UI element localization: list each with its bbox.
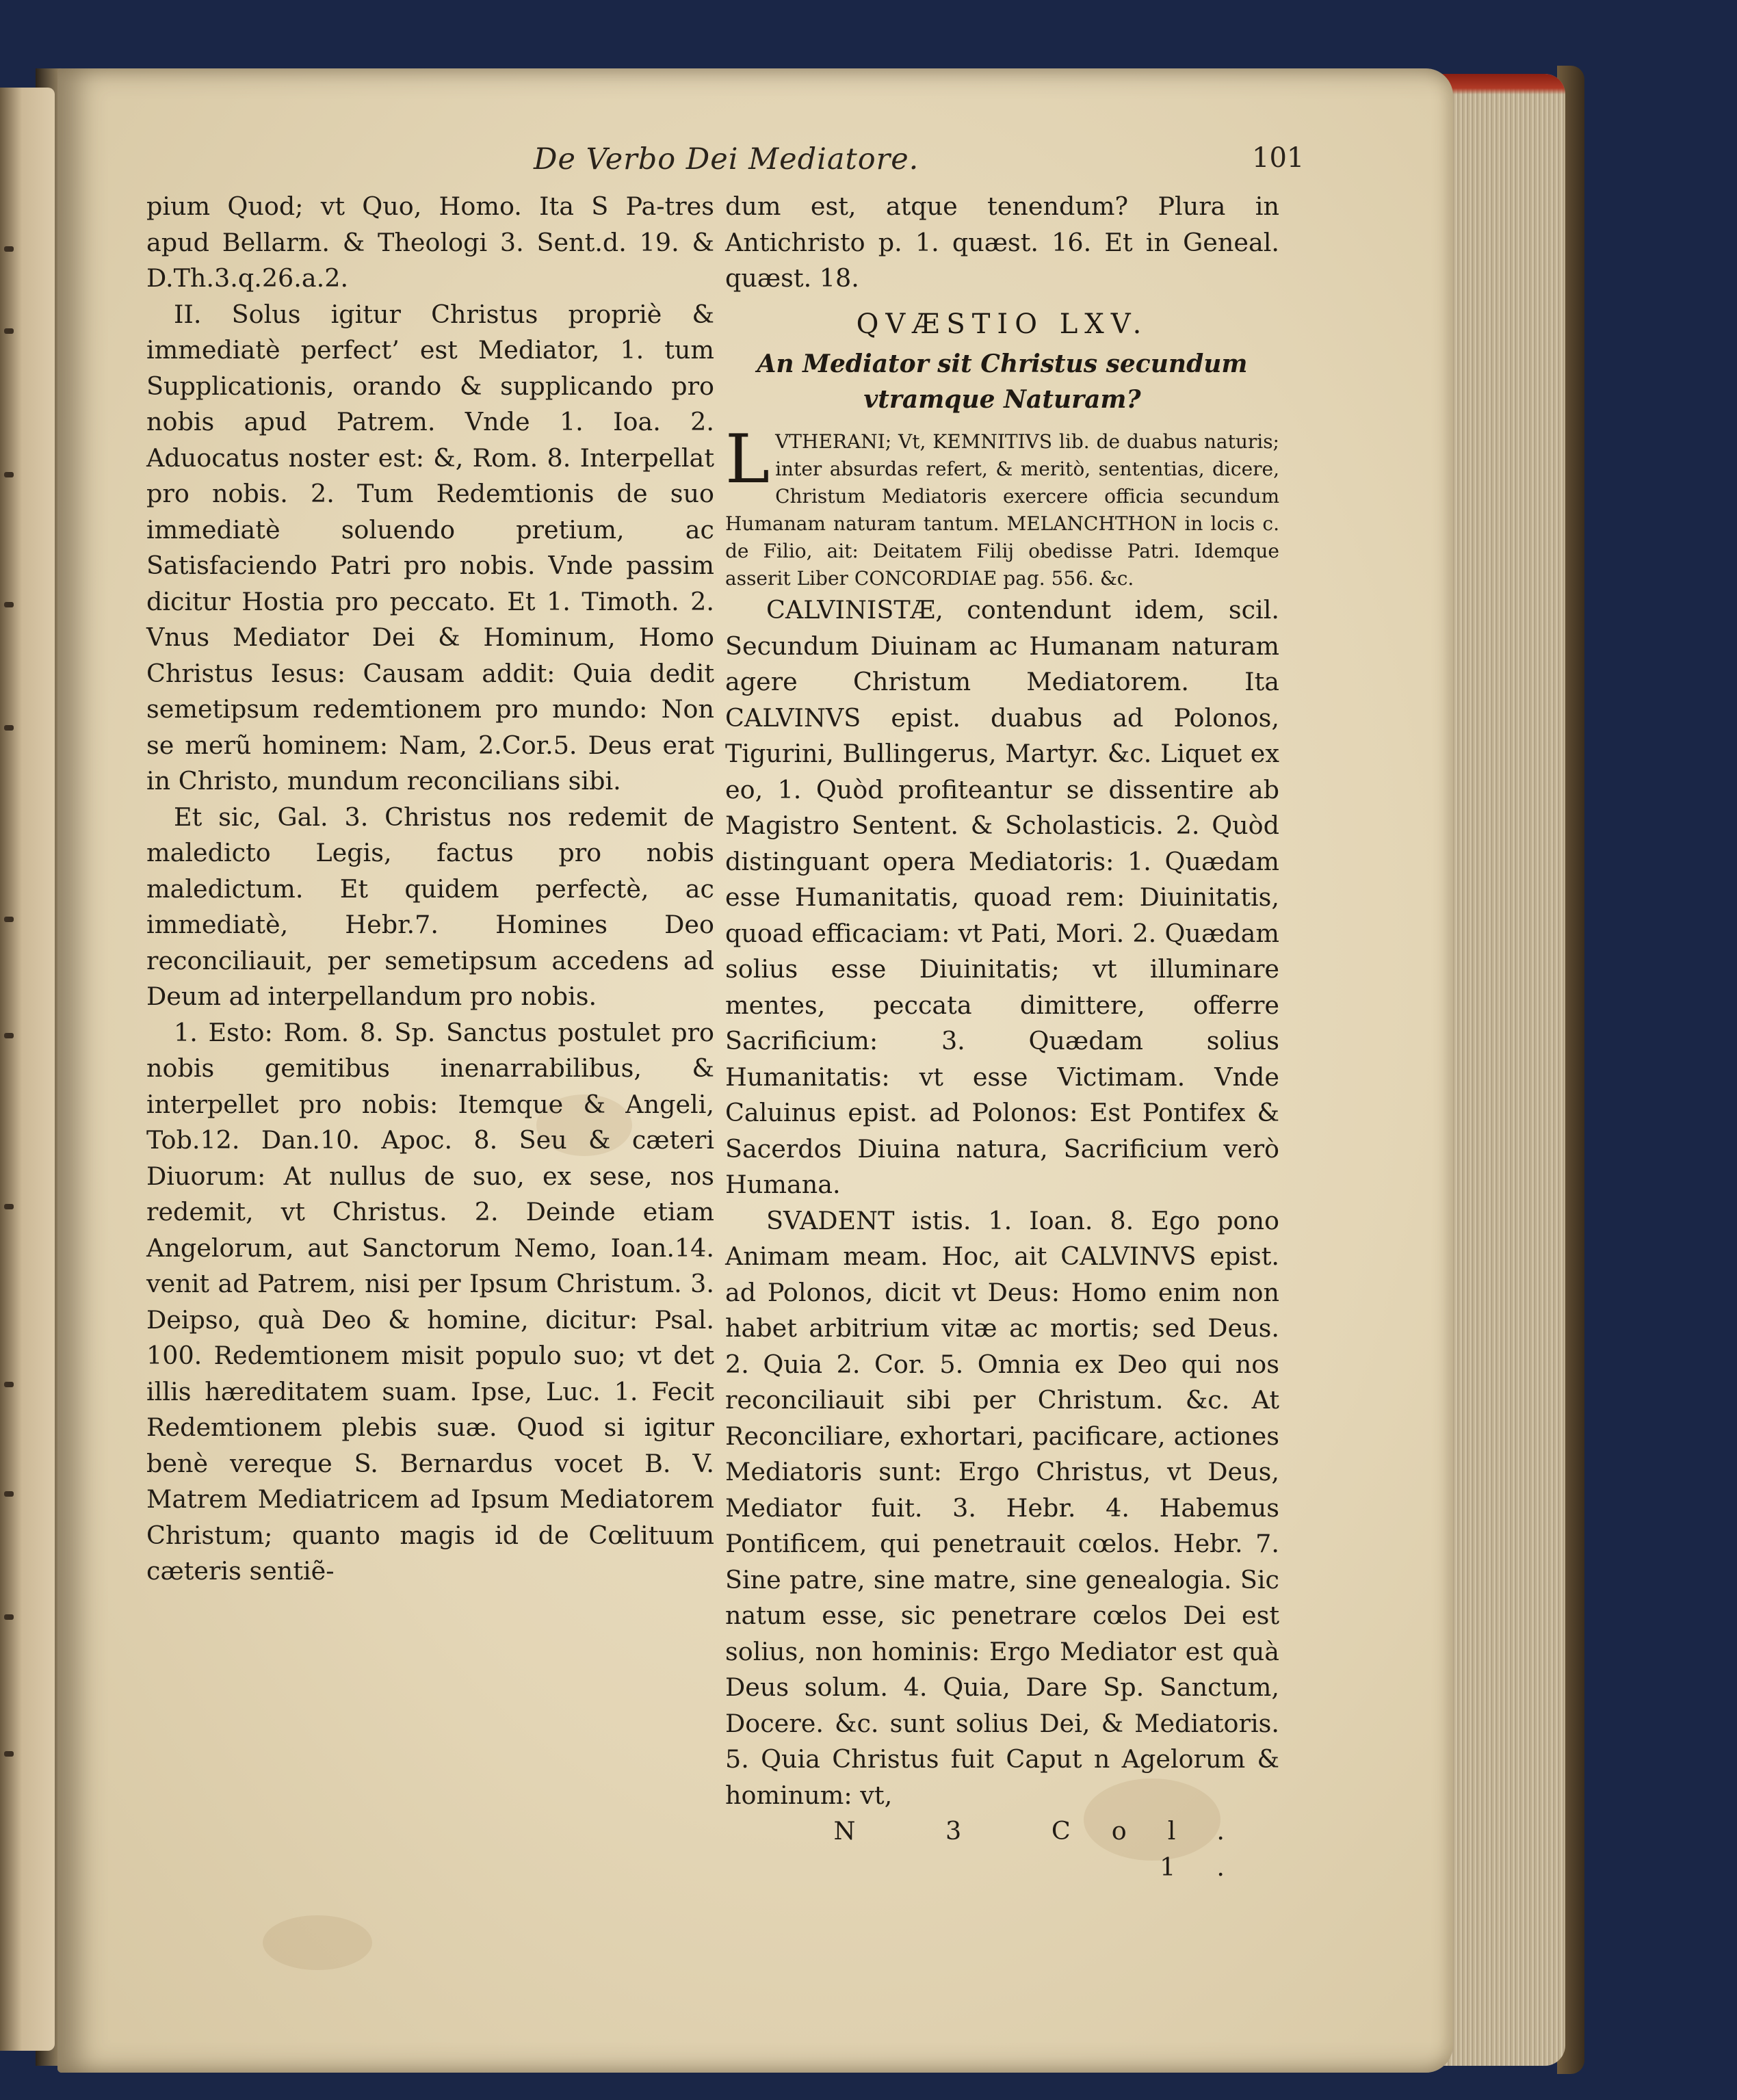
left-paragraph-2: II. Solus igitur Christus propriè & immediatè perfect’ est Mediator, 1. tum Supplicationis, orando & supplicando pro nobis apud Patrem. Vnde 1. Ioa. 2. Aduocatus noster est: &, Rom. 8. Interpellat pro nobis. 2. Tum Redemtionis de suo immediatè soluendo pretium, ac Satisfaciendo Patri pro nobis. Vnde passim dicitur Hostia pro peccato. Et 1. Timoth. 2. Vnus Mediator Dei & Hominum, Homo Christus Iesus: Causam addit: Quia dedit semetipsum redemtionem pro mundo: Non se merũ hominem: Nam, 2.Cor.5. Deus erat in Christo, mundum reconcilians sibi. [146, 299, 714, 796]
right-continuation: dum est, atque tenendum? Plura in Antichristo p. 1. quæst. 16. Et in Geneal. quæst. 18. [725, 192, 1279, 293]
lutherani-text: VTHERANI; Vt, KEMNITIVS lib. de duabus naturis; inter absurdas refert, & meritò, sententias, dicere, Christum Mediatoris exercere officia secundum Humanam naturam tantum. MELANCHTHON in locis c. de Filio, ait: Deitatem Filij obedisse Patri. Idemque asserit Liber CONCORDIAE pag. 556. &c. [725, 430, 1279, 590]
page-number: 101 [1252, 142, 1305, 174]
red-edge-gilding [1435, 74, 1565, 94]
catchword: Col. 1. [1051, 1816, 1266, 1882]
lutherani-paragraph [725, 421, 1279, 592]
left-paragraph-1: pium Quod; vt Quo, Homo. Ita S Pa-tres apud Bellarm. & Theologi 3. Sent.d. 19. & D.Th.3.q.26.a.2. [146, 192, 714, 293]
right-column [725, 189, 1279, 1885]
signature-mark: N 3 [833, 1816, 1003, 1846]
question-subtitle-line-1: An Mediator sit Christus secundum [757, 350, 1248, 378]
running-head: De Verbo Dei Mediatore. [534, 142, 919, 176]
left-paragraph-3: Et sic, Gal. 3. Christus nos redemit de maledicto Legis, factus pro nobis maledictum. Et quidem perfectè, ac immediatè, Hebr.7. Homines Deo reconciliauit, per semetipsum accedens ad Deum ad interpellandum pro nobis. [146, 802, 714, 1011]
question-subtitle [725, 346, 1279, 417]
page-footer [725, 1813, 1279, 1885]
question-subtitle-line-2: vtramque Naturam? [863, 385, 1141, 414]
suadent-paragraph: SVADENT istis. 1. Ioan. 8. Ego pono Animam meam. Hoc, ait CALVINVS epist. ad Polonos, dicit vt Deus: Homo enim non habet arbitrium vitæ ac mortis; sed Deus. 2. Quia 2. Cor. 5. Omnia ex Deo qui nos reconciliauit sibi per Christum. &c. At Reconciliare, exhortari, pacificare, actiones Mediatoris sunt: Ergo Christus, vt Deus, Mediator fuit. 3. Hebr. 4. Habemus Pontificem, qui penetrauit cœlos. Hebr. 7. Sine patre, sine matre, sine genealogia. Sic natum esse, sic penetrare cœlos Dei est solius, non hominis: Ergo Mediator est quà Deus solum. 4. Quia, Dare Sp. Sanctum, Docere. &c. sunt solius Dei, & Mediatoris. 5. Quia Christus fuit Caput n Agelorum & hominum: vt, [725, 1205, 1279, 1810]
left-paragraph-4: 1. Esto: Rom. 8. Sp. Sanctus postulet pro nobis gemitibus inenarrabilibus, & interpellet pro nobis: Itemque & Angeli, Tob.12. Dan.10. Apoc. 8. Seu & cæteri Diuorum: At nullus de suo, ex sese, nos redemit, vt Christus. 2. Deinde etiam Angelorum, aut Sanctorum Nemo, Ioan.14. venit ad Patrem, nisi per Ipsum Christum. 3. Deipso, quà Deo & homine, dicitur: Psal. 100. Redemtionem misit populo suo; vt det illis hæreditatem suam. Ipse, Luc. 1. Fecit Redemtionem plebis suæ. Quod si igitur benè vereque S. Bernardus vocet B. V. Matrem Mediatricem ad Ipsum Mediatorem Christum; quanto magis id de Cœlituum cæteris sentiẽ- [146, 1017, 714, 1586]
page-block-edges [1435, 74, 1565, 2066]
question-title: QVÆSTIO LXV. [856, 308, 1149, 340]
calvinistae-paragraph: CALVINISTÆ, contendunt idem, scil. Secundum Diuinam ac Humanam naturam agere Christum Mediatorem. Ita CALVINVS epist. duabus ad Polonos, Tigurini, Bullingerus, Martyr. &c. Liquet ex eo, 1. Quòd profiteantur se dissentire ab Magistro Sentent. & Scholasticis. 2. Quòd distinguant opera Mediatoris: 1. Quædam esse Humanitatis, quoad rem: Diuinitatis, quoad efficaciam: vt Pati, Mori. 2. Quædam solius esse Diuinitatis; vt illuminare mentes, peccata dimittere, offerre Sacrificium: 3. Quædam solius Humanitatis: vt esse Victimam. Vnde Caluinus epist. ad Polonos: Est Pontifex & Sacerdos Diuina natura, Sacrificium verò Humana. [725, 595, 1279, 1199]
left-page-text-fragments [4, 246, 31, 1820]
dropcap-letter: L [725, 421, 770, 499]
left-column [146, 189, 714, 1590]
